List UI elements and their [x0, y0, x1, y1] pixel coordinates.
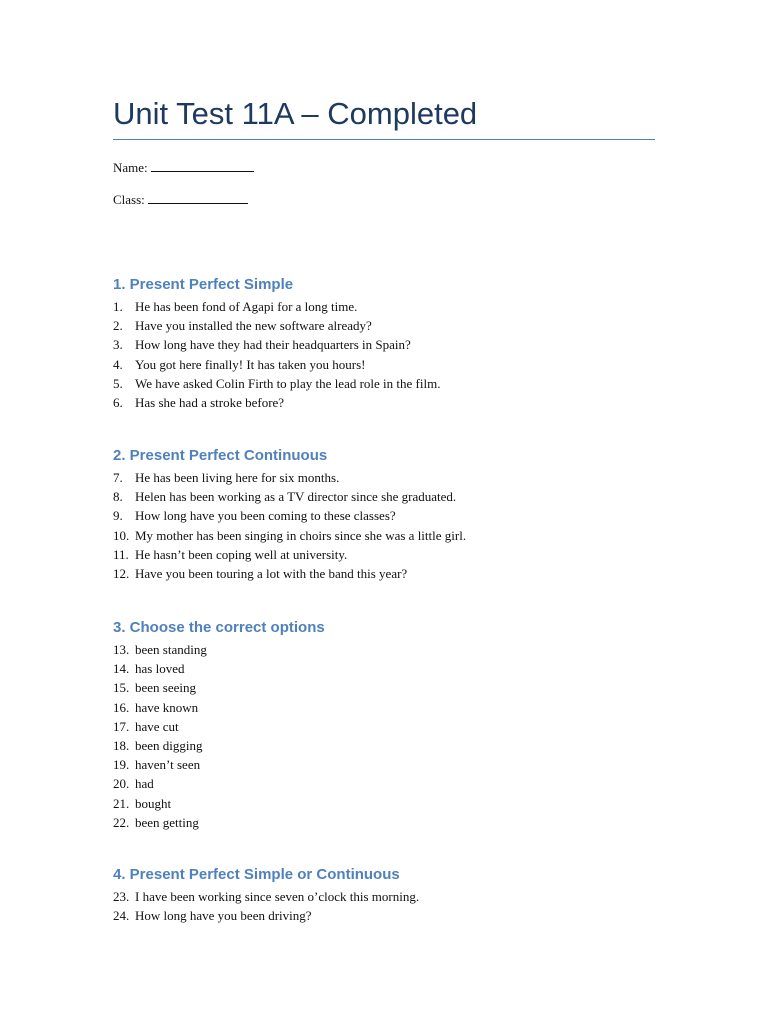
- class-label: Class:: [113, 192, 145, 207]
- section-present-perfect-simple: [113, 275, 655, 412]
- class-field: [113, 192, 248, 208]
- item-text: He has been living here for six months.: [135, 470, 340, 485]
- item-text: Helen has been working as a TV director since she graduated.: [135, 489, 457, 505]
- answer-list: [113, 468, 655, 583]
- list-item: [113, 906, 655, 925]
- item-text: He has been fond of Agapi for a long time.: [135, 299, 358, 314]
- section-heading: 2. Present Perfect Continuous: [113, 447, 328, 464]
- item-number: 2.: [113, 318, 123, 334]
- name-label: Name:: [113, 160, 148, 175]
- item-number: 5.: [113, 375, 123, 391]
- item-text: How long have they had their headquarters in Spain?: [135, 337, 411, 353]
- item-number: 15.: [113, 680, 130, 696]
- answer-list: [113, 640, 655, 832]
- item-number: 16.: [113, 699, 130, 715]
- item-text: had: [135, 776, 154, 792]
- list-item: [113, 374, 655, 393]
- item-number: 6.: [113, 394, 123, 410]
- item-number: 4.: [113, 356, 123, 372]
- section-simple-or-continuous: [113, 865, 655, 925]
- list-item: [113, 659, 655, 678]
- item-number: 18.: [113, 737, 130, 753]
- list-item: [113, 355, 655, 374]
- section-choose-correct-options: [113, 618, 655, 832]
- answer-list: [113, 297, 655, 412]
- item-number: 21.: [113, 795, 130, 811]
- answer-list: [113, 887, 655, 925]
- item-text: been getting: [135, 814, 199, 830]
- item-text: been standing: [135, 642, 207, 657]
- list-item: [113, 887, 655, 906]
- list-item: [113, 678, 655, 697]
- list-item: [113, 698, 655, 717]
- item-text: You got here finally! It has taken you hours!: [135, 356, 366, 372]
- name-field: [113, 160, 254, 176]
- list-item: [113, 794, 655, 813]
- item-number: 19.: [113, 757, 130, 773]
- list-item: [113, 316, 655, 335]
- item-number: 24.: [113, 908, 130, 924]
- item-text: How long have you been coming to these classes?: [135, 508, 396, 524]
- name-blank-line: [151, 161, 254, 172]
- list-item: [113, 506, 655, 525]
- list-item: [113, 774, 655, 793]
- item-text: been seeing: [135, 680, 197, 696]
- item-number: 14.: [113, 661, 130, 677]
- item-text: My mother has been singing in choirs since she was a little girl.: [135, 527, 467, 543]
- item-text: Have you installed the new software already?: [135, 318, 372, 334]
- item-text: How long have you been driving?: [135, 908, 312, 924]
- item-text: have known: [135, 699, 199, 715]
- item-number: 20.: [113, 776, 130, 792]
- item-text: have cut: [135, 718, 179, 734]
- item-number: 1.: [113, 299, 123, 314]
- item-number: 10.: [113, 527, 130, 543]
- list-item: [113, 487, 655, 506]
- item-number: 7.: [113, 470, 123, 485]
- item-text: I have been working since seven o’clock this morning.: [135, 889, 420, 904]
- list-item: [113, 297, 655, 316]
- item-text: Have you been touring a lot with the band this year?: [135, 565, 408, 581]
- item-number: 8.: [113, 489, 123, 505]
- list-item: [113, 564, 655, 583]
- list-item: [113, 813, 655, 832]
- item-text: has loved: [135, 661, 185, 677]
- section-present-perfect-continuous: [113, 446, 655, 583]
- list-item: [113, 545, 655, 564]
- list-item: [113, 717, 655, 736]
- item-number: 9.: [113, 508, 123, 524]
- item-text: Has she had a stroke before?: [135, 394, 285, 410]
- item-text: He hasn’t been coping well at university.: [135, 546, 348, 562]
- item-number: 17.: [113, 718, 130, 734]
- item-number: 23.: [113, 889, 130, 904]
- list-item: [113, 526, 655, 545]
- list-item: [113, 335, 655, 354]
- item-text: haven’t seen: [135, 757, 201, 773]
- section-heading: 1. Present Perfect Simple: [113, 276, 294, 293]
- list-item: [113, 393, 655, 412]
- page-title: Unit Test 11A – Completed: [113, 96, 478, 131]
- section-heading: 3. Choose the correct options: [113, 619, 325, 636]
- item-number: 12.: [113, 565, 130, 581]
- list-item: [113, 736, 655, 755]
- item-number: 13.: [113, 642, 130, 657]
- item-text: been digging: [135, 737, 203, 753]
- list-item: [113, 755, 655, 774]
- title-underline: [113, 139, 655, 140]
- section-heading: 4. Present Perfect Simple or Continuous: [113, 866, 400, 883]
- class-blank-line: [148, 193, 248, 204]
- item-text: bought: [135, 795, 172, 811]
- item-number: 3.: [113, 337, 123, 353]
- list-item: [113, 468, 655, 487]
- item-text: We have asked Colin Firth to play the lead role in the film.: [135, 375, 441, 391]
- item-number: 11.: [113, 546, 129, 562]
- item-number: 22.: [113, 814, 130, 830]
- list-item: [113, 640, 655, 659]
